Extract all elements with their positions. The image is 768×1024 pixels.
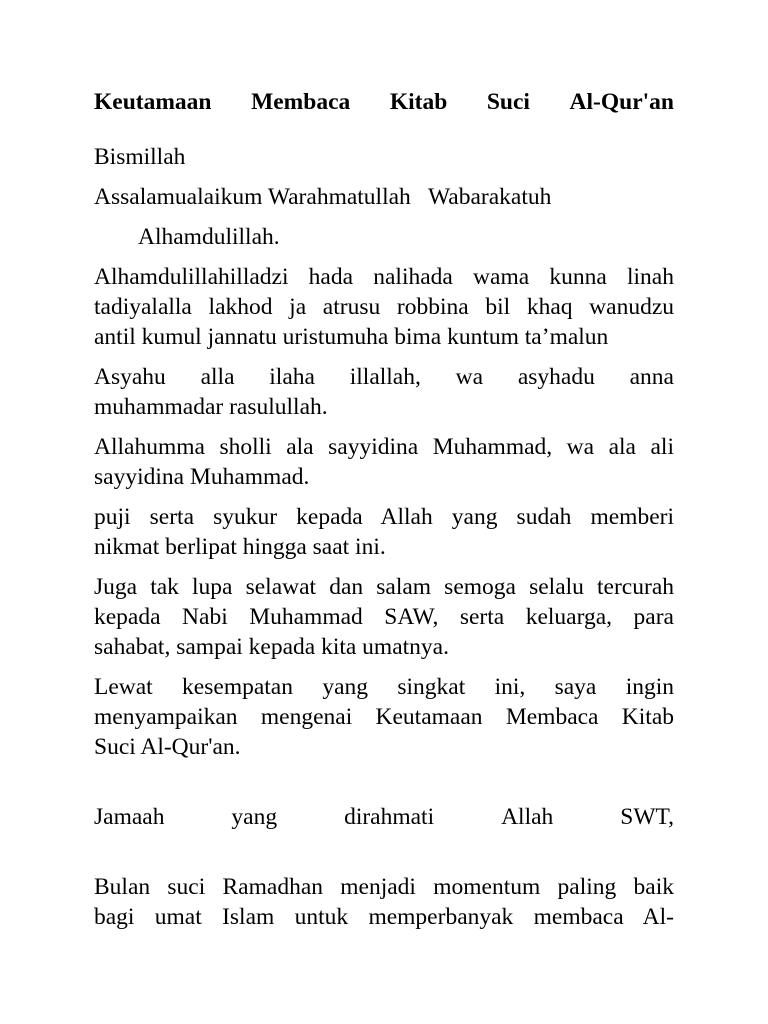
greeting-word: SWT,	[620, 804, 674, 830]
paragraph-line: bagi umat Islam untuk memperbanyak membaca Al-	[94, 904, 674, 930]
paragraph-line: antil kumul jannatu uristumuha bima kuntum ta’malun	[94, 324, 609, 350]
title-word: Membaca	[251, 89, 351, 115]
paragraph-line: kepada Nabi Muhammad SAW, serta keluarga, para	[94, 604, 674, 630]
hamdalah-line: Alhamdulillah.	[138, 224, 280, 250]
paragraph-line: puji serta syukur kepada Allah yang sudah memberi	[94, 504, 674, 530]
paragraph-line: menyampaikan mengenai Keutamaan Membaca Kitab	[94, 704, 674, 730]
paragraph-line: Allahumma sholli ala sayyidina Muhammad, wa ala ali	[94, 434, 674, 460]
title-word: Al-Qur'an	[569, 89, 674, 115]
title-word: Keutamaan	[94, 89, 212, 115]
title-word: Suci	[486, 89, 530, 115]
paragraph-line: Bulan suci Ramadhan menjadi momentum paling baik	[94, 874, 674, 900]
paragraph-line: nikmat berlipat hingga saat ini.	[94, 534, 386, 560]
paragraph-line: Juga tak lupa selawat dan salam semoga selalu tercurah	[94, 574, 674, 600]
paragraph-selawat-salam	[94, 572, 674, 662]
paragraph-hamdalah-arabic	[94, 262, 674, 352]
document-page	[94, 82, 674, 932]
greeting-word: Allah	[501, 804, 554, 830]
paragraph-sholawat	[94, 432, 674, 492]
paragraph-line: Asyahu alla ilaha illallah, wa asyhadu anna	[94, 364, 674, 390]
paragraph-line: sayyidina Muhammad.	[94, 464, 310, 490]
title-word: Kitab	[389, 89, 448, 115]
paragraph-line: Alhamdulillahilladzi hada nalihada wama kunna linah	[94, 264, 674, 290]
greeting-word: Jamaah	[94, 804, 165, 830]
paragraph-line: Lewat kesempatan yang singkat ini, saya ingin	[94, 674, 674, 700]
paragraph-ramadhan	[94, 872, 674, 932]
paragraph-syahadat	[94, 362, 674, 422]
salam-line: Assalamualaikum Warahmatullah Wabarakatuh	[94, 184, 552, 210]
bismillah-line: Bismillah	[94, 144, 186, 170]
paragraph-puji-syukur	[94, 502, 674, 562]
greeting-line	[94, 802, 674, 832]
greeting-word: yang	[231, 804, 278, 830]
document-title	[94, 82, 674, 122]
paragraph-line: Suci Al-Qur'an.	[94, 734, 241, 760]
paragraph-intro	[94, 672, 674, 762]
paragraph-line: muhammadar rasulullah.	[94, 394, 328, 420]
paragraph-line: tadiyalalla lakhod ja atrusu robbina bil khaq wanudzu	[94, 294, 674, 320]
greeting-word: dirahmati	[344, 804, 435, 830]
paragraph-line: sahabat, sampai kepada kita umatnya.	[94, 634, 449, 660]
